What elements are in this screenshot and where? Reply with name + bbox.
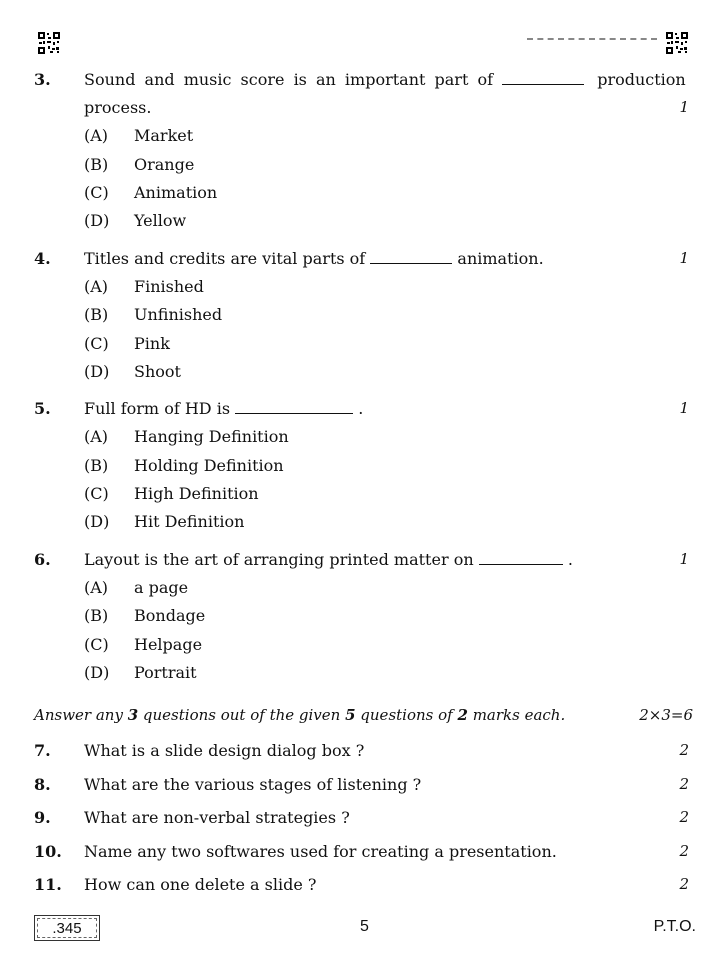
page-number: 5: [360, 918, 369, 935]
question-marks: 1: [679, 249, 689, 267]
question-number: 3.: [34, 70, 51, 89]
question-number: 5.: [34, 399, 51, 418]
question-number: 8.: [34, 775, 51, 794]
paper-code: .345: [52, 919, 82, 937]
question-text: Sound and music score is an important part of production: [84, 70, 686, 89]
section-instruction: Answer any 3 questions out of the given 5 questions of 2 marks each.: [34, 706, 566, 724]
header-dashed-line: [527, 38, 657, 40]
question-text: Titles and credits are vital parts of animation.: [84, 249, 544, 268]
question-number: 10.: [34, 842, 62, 861]
question-marks: 1: [679, 550, 689, 568]
question-marks: 2: [679, 842, 689, 860]
answer-blank: [479, 550, 563, 565]
question-text-line2: process.: [84, 98, 152, 117]
question-text: What are the various stages of listening ?: [84, 775, 422, 794]
question-marks: 2: [679, 808, 689, 826]
qr-code-left-icon: [38, 32, 60, 54]
question-text: Full form of HD is .: [84, 399, 364, 418]
qr-code-right-icon: [666, 32, 688, 54]
question-text: What is a slide design dialog box ?: [84, 741, 365, 760]
paper-code-box: [34, 915, 100, 941]
question-number: 9.: [34, 808, 51, 827]
question-text: Layout is the art of arranging printed matter on .: [84, 550, 573, 569]
answer-blank: [235, 399, 353, 414]
question-text: How can one delete a slide ?: [84, 875, 317, 894]
question-text: Name any two softwares used for creating a presentation.: [84, 842, 557, 861]
question-number: 11.: [34, 875, 62, 894]
section-marks: 2×3=6: [639, 706, 693, 724]
answer-blank: [502, 70, 584, 85]
question-number: 6.: [34, 550, 51, 569]
question-text: What are non-verbal strategies ?: [84, 808, 350, 827]
answer-blank: [370, 249, 452, 264]
question-marks: 1: [679, 98, 689, 116]
question-number: 7.: [34, 741, 51, 760]
pto-label: P.T.O.: [653, 918, 696, 935]
question-marks: 2: [679, 775, 689, 793]
question-number: 4.: [34, 249, 51, 268]
question-marks: 2: [679, 741, 689, 759]
question-marks: 2: [679, 875, 689, 893]
question-marks: 1: [679, 399, 689, 417]
